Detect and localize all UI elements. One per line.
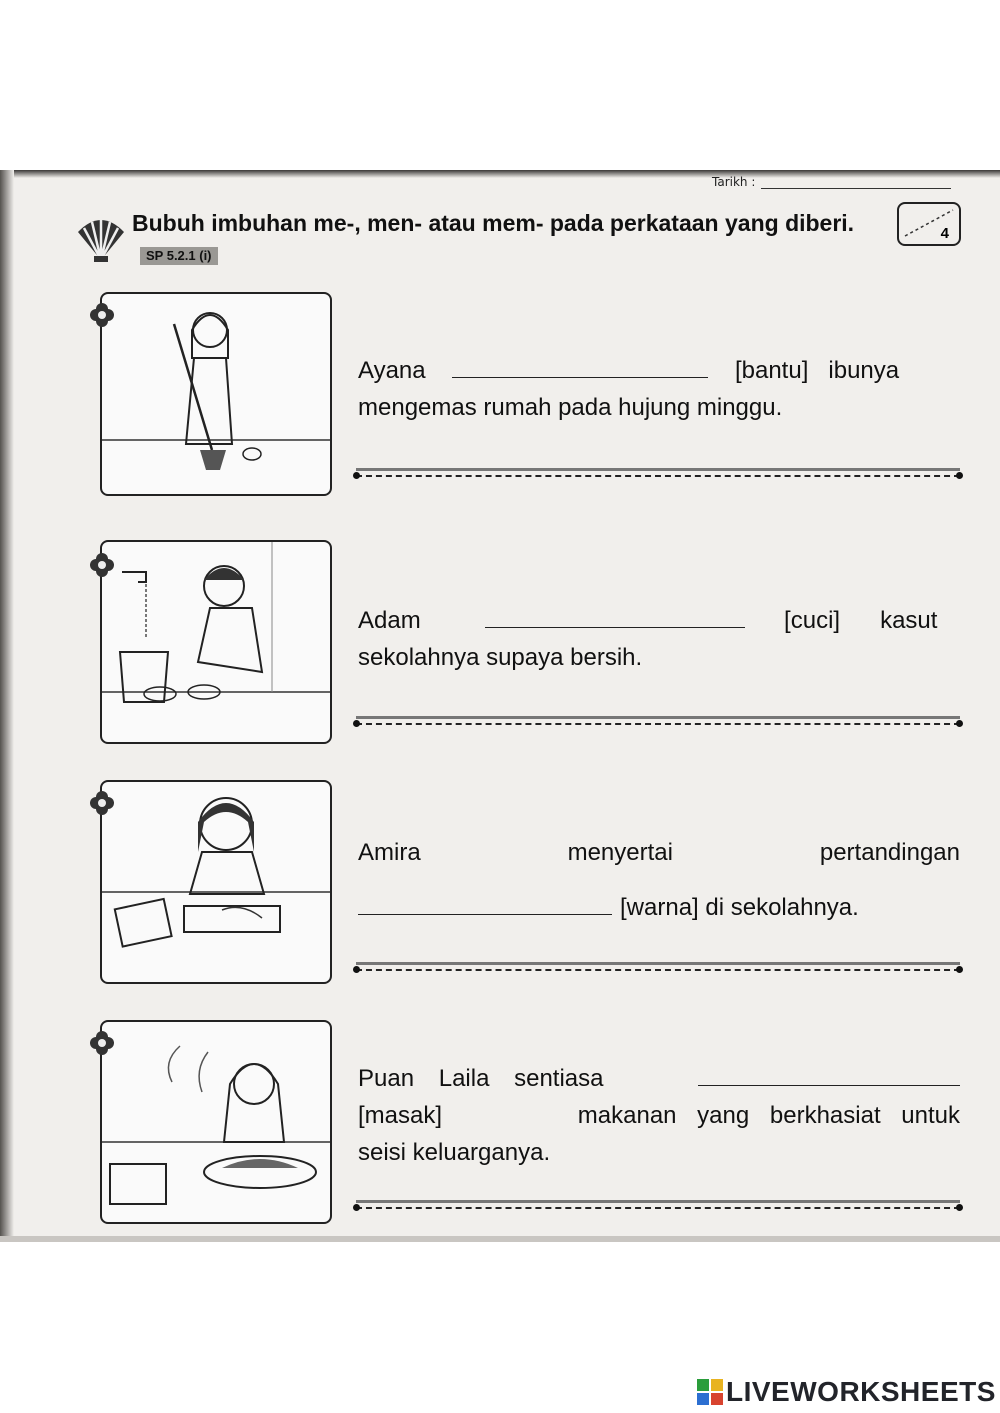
q4-after-inline: makanan yang berkhasiat untuk — [577, 1102, 960, 1129]
q1-after-text: mengemas rumah pada hujung minggu. — [358, 394, 783, 421]
q3-after-text: di sekolahnya. — [705, 894, 859, 921]
flower-icon — [89, 790, 115, 816]
q3-line-2 — [358, 889, 960, 926]
page-left-edge — [0, 170, 14, 1242]
q4-after-text: seisi keluarganya. — [358, 1139, 551, 1166]
date-field — [712, 175, 951, 189]
q1-answer-blank[interactable] — [452, 357, 708, 378]
q2-root-word: [cuci] — [784, 607, 841, 634]
q1-after-inline: ibunya — [828, 357, 900, 384]
q2-after-inline: kasut — [880, 607, 938, 634]
q3-line-1 — [358, 834, 960, 871]
date-line[interactable] — [761, 188, 951, 189]
q4-line-2 — [358, 1097, 960, 1134]
q1-subject: Ayana — [358, 357, 426, 384]
date-label: Tarikh : — [712, 175, 756, 189]
question-1 — [358, 352, 960, 426]
q4-writing-line[interactable] — [356, 1200, 960, 1212]
watermark-text: LIVEWORKSHEETS — [726, 1376, 996, 1407]
page-bottom-edge — [0, 1236, 1000, 1242]
q2-answer-blank[interactable] — [485, 607, 745, 628]
score-diagonal — [899, 204, 959, 244]
q4-line-1 — [358, 1060, 960, 1097]
question-4 — [358, 1060, 960, 1171]
flower-icon — [89, 1030, 115, 1056]
q3-subject: Amira — [358, 839, 421, 866]
q3-verb: menyertai — [567, 839, 673, 866]
q4-subject: Puan Laila sentiasa — [358, 1065, 604, 1092]
liveworksheets-logo-icon — [697, 1379, 723, 1405]
instruction — [132, 208, 892, 270]
score-box — [897, 202, 961, 246]
illustration-boy-washing-shoes — [100, 540, 332, 744]
q4-root-word: [masak] — [358, 1102, 443, 1129]
q2-writing-line[interactable] — [356, 716, 960, 728]
q3-answer-blank[interactable] — [358, 894, 612, 915]
q1-writing-line[interactable] — [356, 468, 960, 480]
q3-after-inline: pertandingan — [819, 839, 960, 866]
flower-icon — [89, 552, 115, 578]
shell-icon — [74, 214, 128, 264]
illustration-girl-sweeping — [100, 292, 332, 496]
q3-writing-line[interactable] — [356, 962, 960, 974]
q1-root-word: [bantu] — [734, 357, 809, 384]
liveworksheets-watermark — [697, 1376, 996, 1408]
question-3 — [358, 834, 960, 926]
illustration-woman-cooking — [100, 1020, 332, 1224]
score-total: 4 — [940, 225, 949, 242]
syllabus-tag: SP 5.2.1 (i) — [140, 247, 218, 265]
q3-root-word: [warna] — [620, 894, 699, 921]
question-2 — [358, 602, 960, 676]
q4-answer-blank[interactable] — [698, 1065, 960, 1086]
q2-after-text: sekolahnya supaya bersih. — [358, 644, 643, 671]
q2-subject: Adam — [358, 607, 421, 634]
illustration-girl-colouring — [100, 780, 332, 984]
flower-icon — [89, 302, 115, 328]
instruction-text: Bubuh imbuhan me-, men- atau mem- pada perkataan yang diberi. — [132, 210, 855, 236]
